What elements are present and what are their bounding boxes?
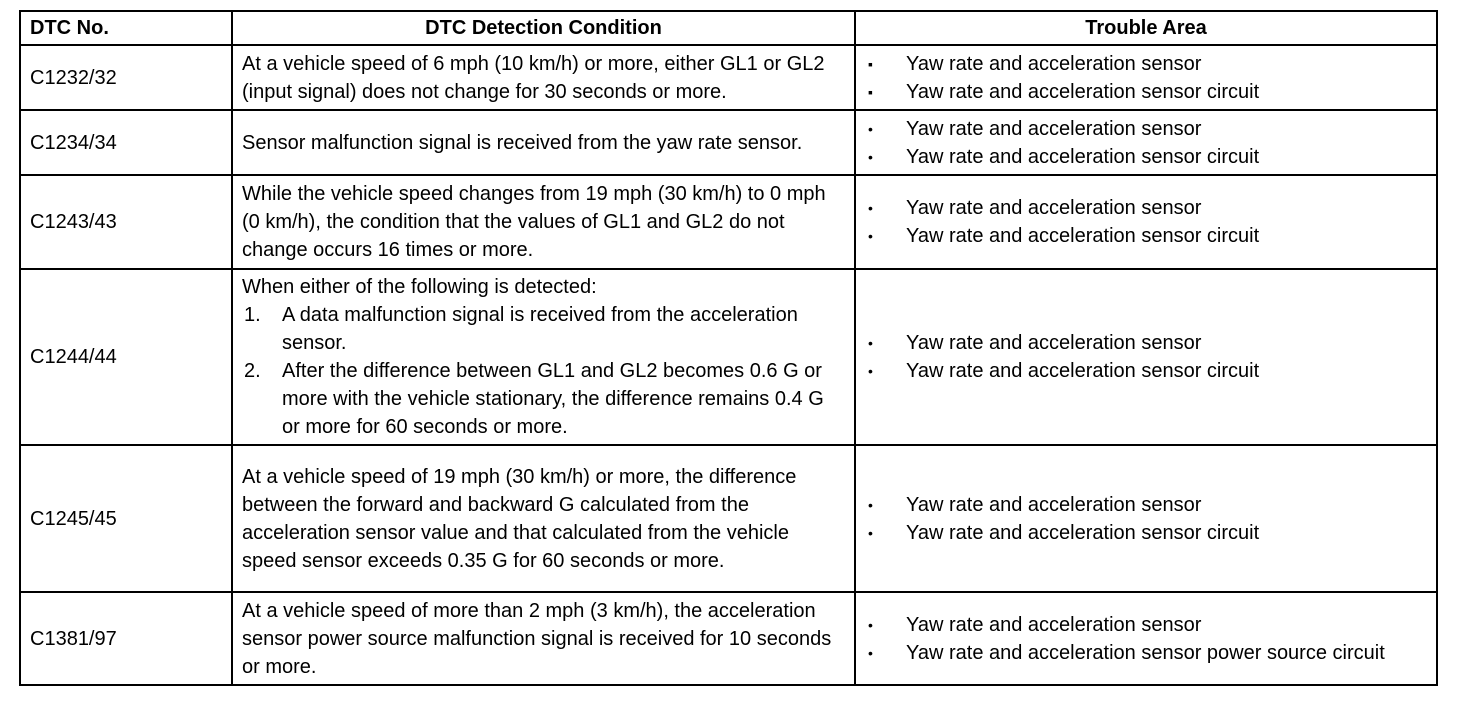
detection-condition: At a vehicle speed of 6 mph (10 km/h) or more, either GL1 or GL2 (input signal) does not change for 30 seconds or more. — [232, 45, 855, 110]
trouble-area-item: • Yaw rate and acceleration sensor — [865, 194, 1427, 222]
trouble-area — [855, 110, 1437, 175]
detection-condition: At a vehicle speed of more than 2 mph (3 km/h), the acceleration sensor power source malfunction signal is received for 10 seconds or more. — [232, 592, 855, 685]
bullet-icon: • — [868, 644, 873, 661]
trouble-area-item: • Yaw rate and acceleration sensor power source circuit — [865, 639, 1427, 667]
table-row — [20, 592, 1437, 685]
dtc-code: C1245/45 — [20, 445, 232, 592]
trouble-area-item: ▪ Yaw rate and acceleration sensor circuit — [865, 78, 1427, 106]
header-row — [20, 11, 1437, 45]
bullet-icon: • — [868, 120, 873, 137]
trouble-area-item: • Yaw rate and acceleration sensor circuit — [865, 357, 1427, 385]
trouble-area-item: • Yaw rate and acceleration sensor — [865, 611, 1427, 639]
trouble-area — [855, 175, 1437, 269]
dtc-code: C1244/44 — [20, 269, 232, 445]
dtc-code: C1381/97 — [20, 592, 232, 685]
dtc-table — [19, 10, 1438, 686]
bullet-icon: ▪ — [868, 55, 873, 72]
table-row — [20, 175, 1437, 269]
trouble-area-item: • Yaw rate and acceleration sensor — [865, 115, 1427, 143]
detection-condition: While the vehicle speed changes from 19 mph (30 km/h) to 0 mph (0 km/h), the condition that the values of GL1 and GL2 do not change occurs 16 times or more. — [232, 175, 855, 269]
dtc-code: C1234/34 — [20, 110, 232, 175]
table-row — [20, 269, 1437, 445]
condition-item: 2. After the difference between GL1 and GL2 becomes 0.6 G or more with the vehicle stationary, the difference remains 0.4 G or more for 60 seconds or more. — [244, 360, 824, 438]
trouble-area-item: • Yaw rate and acceleration sensor circuit — [865, 519, 1427, 547]
trouble-area — [855, 445, 1437, 592]
bullet-icon: • — [868, 524, 873, 541]
trouble-area-item: • Yaw rate and acceleration sensor circuit — [865, 222, 1427, 250]
dtc-code: C1232/32 — [20, 45, 232, 110]
trouble-area-item: • Yaw rate and acceleration sensor — [865, 491, 1427, 519]
trouble-area-item: • Yaw rate and acceleration sensor — [865, 329, 1427, 357]
detection-condition: At a vehicle speed of 19 mph (30 km/h) or more, the difference between the forward and backward G calculated from the acceleration sensor value and that calculated from the vehicle speed sensor exceeds 0.35 G for 60 seconds or more. — [232, 445, 855, 592]
bullet-icon: • — [868, 496, 873, 513]
trouble-area — [855, 592, 1437, 685]
trouble-area — [855, 45, 1437, 110]
bullet-icon: ▪ — [868, 83, 873, 100]
bullet-icon: • — [868, 363, 873, 379]
bullet-icon: • — [868, 148, 873, 165]
trouble-area — [855, 269, 1437, 445]
detection-condition — [232, 269, 855, 445]
condition-intro: When either of the following is detected: — [242, 276, 597, 298]
detection-condition: Sensor malfunction signal is received from the yaw rate sensor. — [232, 110, 855, 175]
bullet-icon: • — [868, 200, 873, 216]
bullet-icon: • — [868, 616, 873, 633]
dtc-code: C1243/43 — [20, 175, 232, 269]
header-dtc-no: DTC No. — [20, 11, 232, 45]
header-detection-condition: DTC Detection Condition — [232, 11, 855, 45]
table-row — [20, 110, 1437, 175]
bullet-icon: • — [868, 228, 873, 244]
table-row — [20, 445, 1437, 592]
trouble-area-item: ▪ Yaw rate and acceleration sensor — [865, 50, 1427, 78]
trouble-area-item: • Yaw rate and acceleration sensor circuit — [865, 143, 1427, 171]
bullet-icon: • — [868, 335, 873, 351]
table-row — [20, 45, 1437, 110]
condition-item: 1. A data malfunction signal is received from the acceleration sensor. — [244, 304, 798, 354]
header-trouble-area: Trouble Area — [855, 11, 1437, 45]
